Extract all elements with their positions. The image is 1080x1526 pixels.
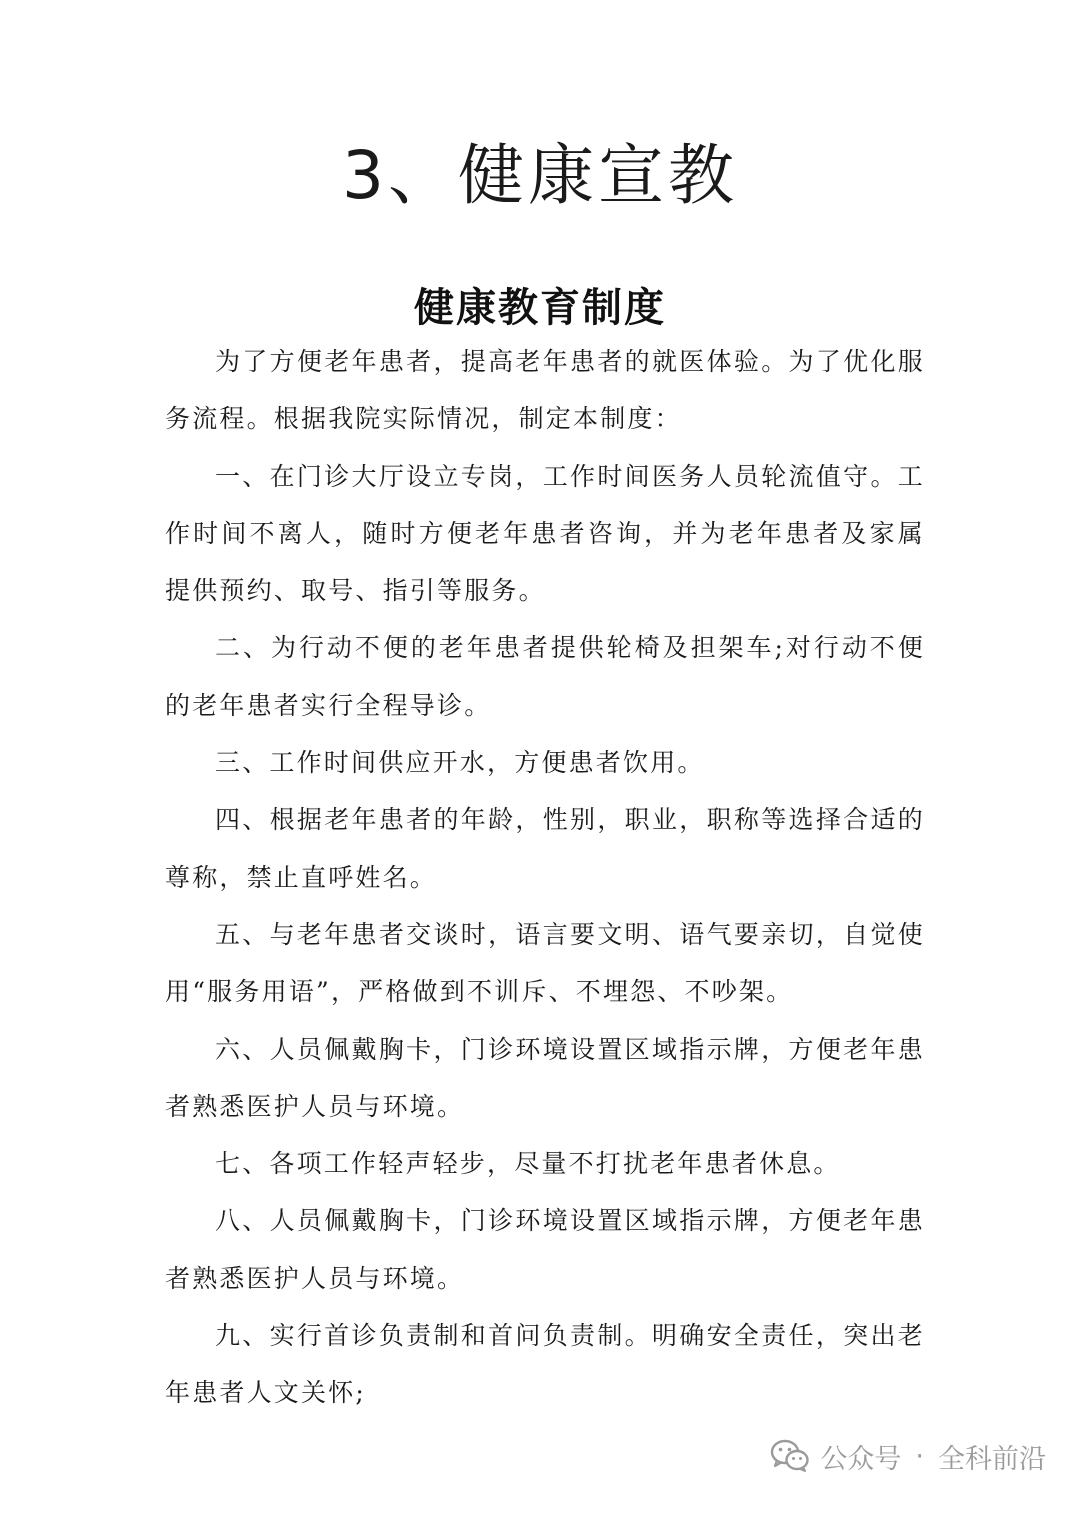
document-body [165,333,925,1422]
wechat-watermark [770,1432,1046,1480]
paragraph-intro: 为了方便老年患者，提高老年患者的就医体验。为了优化服务流程。根据我院实际情况，制定本制度： [165,347,925,434]
paragraph-item-3: 三、工作时间供应开水，方便患者饮用。 [215,748,705,778]
paragraph-item-5: 五、与老年患者交谈时，语言要文明、语气要亲切，自觉使用“服务用语”，严格做到不训斥、不埋怨、不吵架。 [165,919,925,1007]
paragraph-item-7: 七、各项工作轻声轻步，尽量不打扰老年患者休息。 [215,1149,841,1179]
paragraph-item-2: 二、为行动不便的老年患者提供轮椅及担架车;对行动不便的老年患者实行全程导诊。 [165,633,925,720]
watermark-separator: · [915,1440,924,1472]
wechat-icon [770,1439,810,1473]
document-title: 健康教育制度 [414,285,666,331]
paragraph-item-9: 九、实行首诊负责制和首问负责制。明确安全责任，突出老年患者人文关怀; [165,1321,925,1408]
paragraph-item-8: 八、人员佩戴胸卡，门诊环境设置区域指示牌，方便老年患者熟悉医护人员与环境。 [165,1206,925,1293]
watermark-account-name: 全科前沿 [938,1443,1046,1475]
paragraph-item-6: 六、人员佩戴胸卡，门诊环境设置区域指示牌，方便老年患者熟悉医护人员与环境。 [165,1034,925,1121]
paragraph-item-1: 一、在门诊大厅设立专岗，工作时间医务人员轮流值守。工作时间不离人，随时方便老年患者咨询，并为老年患者及家属提供预约、取号、指引等服务。 [165,461,925,606]
paragraph-item-4: 四、根据老年患者的年龄，性别，职业，职称等选择合适的尊称，禁止直呼姓名。 [165,805,925,892]
watermark-account-type: 公众号 [820,1443,902,1475]
section-heading: 3、健康宣教 [342,137,738,214]
